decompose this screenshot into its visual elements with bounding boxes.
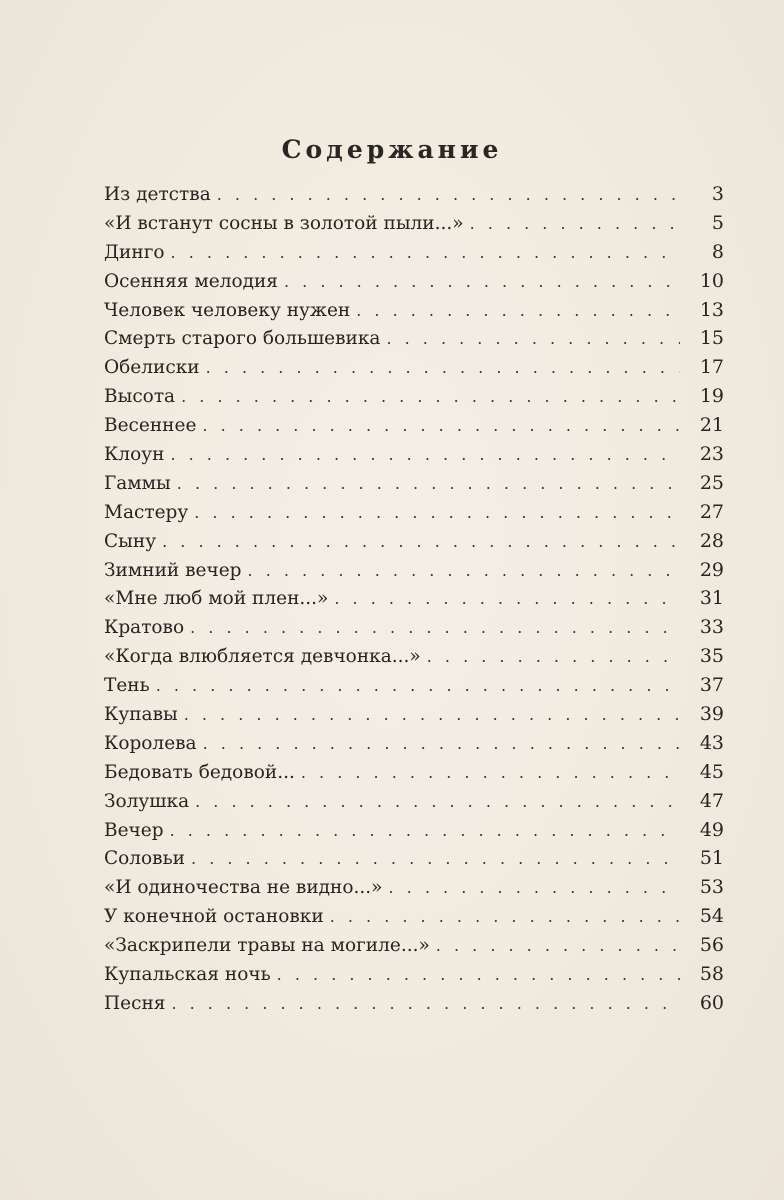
toc-entry[interactable] bbox=[104, 989, 724, 1018]
toc-entry-title: Сыну bbox=[104, 530, 157, 552]
toc-page-number: 39 bbox=[699, 703, 724, 726]
toc-dot-leader bbox=[191, 845, 680, 874]
toc-entry[interactable] bbox=[104, 700, 724, 729]
toc-page-number: 28 bbox=[699, 529, 724, 552]
toc-entry[interactable] bbox=[104, 209, 724, 238]
toc-dot-leader bbox=[203, 730, 680, 759]
toc-entry-title: Соловьи bbox=[104, 848, 186, 870]
toc-page-number: 13 bbox=[699, 298, 724, 321]
toc-dot-leader bbox=[194, 499, 680, 528]
toc-entry[interactable] bbox=[104, 584, 724, 613]
toc-page-number: 19 bbox=[699, 385, 724, 408]
toc-dot-leader bbox=[190, 614, 680, 643]
toc-entry-title: Кратово bbox=[104, 617, 185, 639]
toc-entry[interactable] bbox=[104, 411, 724, 440]
toc-entry[interactable] bbox=[104, 902, 724, 931]
toc-page-number: 45 bbox=[699, 760, 724, 783]
toc-entry[interactable] bbox=[104, 556, 724, 585]
toc-entry-title: Клоун bbox=[104, 444, 165, 466]
toc-entry[interactable] bbox=[104, 613, 724, 642]
toc-entry[interactable] bbox=[104, 931, 724, 960]
toc-dot-leader bbox=[436, 932, 680, 961]
toc-page-number: 56 bbox=[699, 934, 724, 957]
toc-dot-leader bbox=[217, 181, 680, 210]
toc-entry-title: Песня bbox=[104, 992, 166, 1014]
toc-dot-leader bbox=[334, 585, 680, 614]
toc-entry[interactable] bbox=[104, 787, 724, 816]
toc-entry-title: У конечной остановки bbox=[104, 906, 324, 928]
toc-dot-leader bbox=[356, 297, 680, 326]
toc-entry[interactable] bbox=[104, 671, 724, 700]
toc-entry-title: Зимний вечер bbox=[104, 559, 242, 581]
toc-dot-leader bbox=[171, 990, 680, 1019]
toc-dot-leader bbox=[206, 354, 680, 383]
toc-page-number: 15 bbox=[699, 327, 724, 350]
toc-page-number: 21 bbox=[699, 414, 724, 437]
toc-entry[interactable] bbox=[104, 238, 724, 267]
toc-dot-leader bbox=[195, 788, 680, 817]
toc-entry-title: Купавы bbox=[104, 704, 178, 726]
toc-entry-title: «Мне люб мой плен...» bbox=[104, 588, 329, 610]
toc-entry[interactable] bbox=[104, 960, 724, 989]
toc-dot-leader bbox=[177, 470, 680, 499]
toc-dot-leader bbox=[248, 557, 680, 586]
toc-dot-leader bbox=[184, 701, 680, 730]
toc-dot-leader bbox=[162, 528, 680, 557]
toc-entry[interactable] bbox=[104, 729, 724, 758]
toc-entry[interactable] bbox=[104, 382, 724, 411]
toc-entry-title: «И одиночества не видно...» bbox=[104, 877, 383, 899]
toc-page-number: 10 bbox=[699, 269, 724, 292]
toc-page-number: 58 bbox=[699, 963, 724, 986]
page-title: Содержание bbox=[281, 134, 503, 164]
toc-page-number: 31 bbox=[699, 587, 724, 610]
toc-entry-title: Королева bbox=[104, 732, 197, 754]
toc-page-number: 49 bbox=[699, 818, 724, 841]
toc-page-number: 3 bbox=[711, 183, 724, 205]
toc-dot-leader bbox=[156, 672, 680, 701]
toc-entry-title: Вечер bbox=[104, 819, 164, 841]
toc-dot-leader bbox=[389, 874, 681, 903]
toc-entry-title: Высота bbox=[104, 386, 176, 408]
table-of-contents bbox=[104, 180, 724, 1018]
toc-dot-leader bbox=[171, 239, 680, 268]
toc-entry[interactable] bbox=[104, 527, 724, 556]
toc-entry[interactable] bbox=[104, 469, 724, 498]
toc-entry[interactable] bbox=[104, 267, 724, 296]
toc-dot-leader bbox=[181, 383, 680, 412]
toc-entry-title: «И встанут сосны в золотой пыли...» bbox=[104, 212, 464, 234]
toc-entry[interactable] bbox=[104, 758, 724, 787]
toc-page-number: 53 bbox=[699, 876, 724, 899]
toc-entry[interactable] bbox=[104, 353, 724, 382]
toc-dot-leader bbox=[427, 643, 680, 672]
toc-page-number: 23 bbox=[699, 443, 724, 466]
toc-page-number: 43 bbox=[699, 731, 724, 754]
toc-entry-title: Смерть старого большевика bbox=[104, 328, 381, 350]
toc-page-number: 5 bbox=[711, 211, 724, 234]
toc-entry-title: Весеннее bbox=[104, 415, 197, 437]
toc-page-number: 37 bbox=[699, 674, 724, 697]
toc-entry[interactable] bbox=[104, 440, 724, 469]
toc-page-number: 51 bbox=[699, 847, 724, 870]
toc-entry-title: Динго bbox=[104, 241, 165, 263]
toc-entry-title: Из детства bbox=[104, 184, 211, 205]
toc-entry-title: Тень bbox=[104, 675, 150, 697]
toc-entry[interactable] bbox=[104, 296, 724, 325]
toc-entry[interactable] bbox=[104, 324, 724, 353]
toc-entry[interactable] bbox=[104, 844, 724, 873]
toc-dot-leader bbox=[386, 325, 680, 354]
toc-page-number: 8 bbox=[711, 240, 724, 263]
toc-entry[interactable] bbox=[104, 642, 724, 671]
toc-page-number: 25 bbox=[699, 471, 724, 494]
toc-dot-leader bbox=[301, 759, 680, 788]
toc-dot-leader bbox=[202, 412, 680, 441]
toc-page-number: 27 bbox=[699, 500, 724, 523]
toc-dot-leader bbox=[470, 210, 680, 239]
toc-entry[interactable] bbox=[104, 180, 724, 209]
toc-page-number: 29 bbox=[699, 558, 724, 581]
toc-dot-leader bbox=[170, 817, 680, 846]
toc-entry-title: Человек человеку нужен bbox=[104, 299, 351, 321]
toc-entry-title: Обелиски bbox=[104, 357, 200, 379]
toc-dot-leader bbox=[277, 961, 680, 990]
toc-page-number: 60 bbox=[699, 991, 724, 1014]
toc-entry-title: Золушка bbox=[104, 790, 190, 812]
toc-entry-title: Гаммы bbox=[104, 472, 171, 494]
toc-entry[interactable] bbox=[104, 873, 724, 902]
toc-page-number: 35 bbox=[699, 645, 724, 668]
toc-entry[interactable] bbox=[104, 498, 724, 527]
toc-page-number: 33 bbox=[699, 616, 724, 639]
toc-page-number: 54 bbox=[699, 905, 724, 928]
toc-entry-title: «Когда влюбляется девчонка...» bbox=[104, 646, 421, 668]
toc-entry-title: Мастеру bbox=[104, 501, 189, 523]
toc-dot-leader bbox=[330, 903, 680, 932]
toc-dot-leader bbox=[170, 441, 680, 470]
toc-page-number: 17 bbox=[699, 356, 724, 379]
toc-dot-leader bbox=[284, 268, 680, 297]
toc-entry-title: Осенняя мелодия bbox=[104, 270, 278, 292]
toc-entry[interactable] bbox=[104, 816, 724, 845]
toc-entry-title: «Заскрипели травы на могиле...» bbox=[104, 935, 430, 957]
toc-entry-title: Бедовать бедовой... bbox=[104, 761, 295, 783]
toc-page-number: 47 bbox=[699, 789, 724, 812]
toc-entry-title: Купальская ночь bbox=[104, 964, 271, 986]
